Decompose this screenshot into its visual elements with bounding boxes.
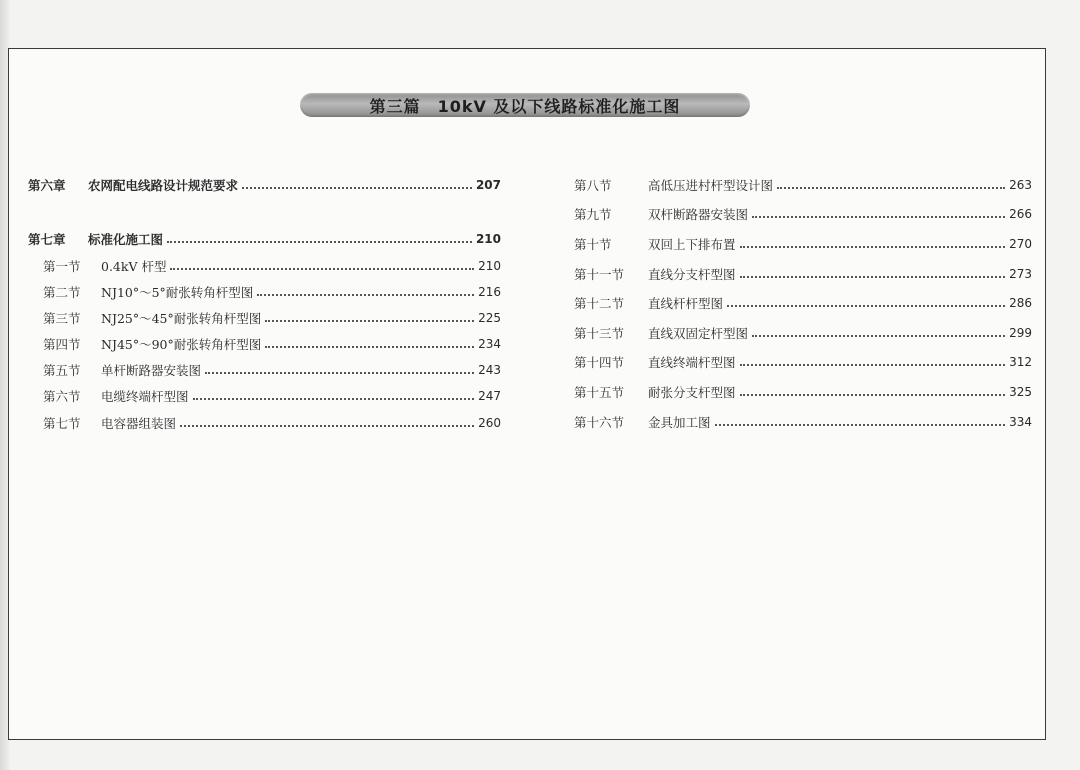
toc-entry-number: 第七节 [43,416,81,431]
toc-page-number: 260 [478,416,501,430]
toc-entry-title: NJ10°～5°耐张转角杆型图 [101,285,254,300]
dot-leader [265,346,474,348]
toc-section-entry[interactable] [574,264,1032,284]
toc-page-number: 325 [1009,385,1032,399]
toc-section-entry[interactable] [574,352,1032,372]
toc-entry-title: NJ45°～90°耐张转角杆型图 [101,337,262,352]
toc-page-number: 299 [1009,326,1032,340]
toc-entry-number: 第十一节 [574,267,625,282]
toc-section-entry[interactable] [28,308,501,328]
toc-section-entry[interactable] [28,413,501,433]
toc-entry-number: 第十六节 [574,415,625,430]
dot-leader [727,305,1005,307]
toc-section-entry[interactable] [28,334,501,354]
toc-entry-title: 单杆断路器安装图 [101,363,202,378]
toc-section-entry[interactable] [28,360,501,380]
dot-leader [167,241,472,243]
toc-section-entry[interactable] [574,175,1032,195]
dot-leader [265,320,474,322]
toc-entry-title: 直线分支杆型图 [648,267,736,282]
toc-entry-number: 第十五节 [574,385,625,400]
toc-entry-title: 直线双固定杆型图 [648,326,749,341]
toc-page-number: 266 [1009,207,1032,221]
toc-section-entry[interactable] [28,256,501,276]
toc-entry-title: NJ25°～45°耐张转角杆型图 [101,311,262,326]
dot-leader [777,187,1005,189]
dot-leader [740,276,1006,278]
toc-page-number: 247 [478,389,501,403]
toc-entry-number: 第十四节 [574,355,625,370]
toc-page-number: 225 [478,311,501,325]
dot-leader [170,268,474,270]
dot-leader [740,364,1006,366]
toc-entry-number: 第八节 [574,178,612,193]
toc-entry-number: 第四节 [43,337,81,352]
toc-entry-title: 双杆断路器安装图 [648,207,749,222]
toc-page-number: 263 [1009,178,1032,192]
toc-section-entry[interactable] [574,382,1032,402]
toc-section-entry[interactable] [28,282,501,302]
toc-entry-number: 第十二节 [574,296,625,311]
toc-entry-number: 第九节 [574,207,612,222]
toc-section-entry[interactable] [574,234,1032,254]
toc-page-number: 312 [1009,355,1032,369]
toc-page-number: 210 [478,259,501,273]
toc-entry-number: 第十节 [574,237,612,252]
dot-leader [740,394,1006,396]
toc-entry-number: 第六章 [28,178,66,193]
toc-entry-title: 直线杆杆型图 [648,296,724,311]
toc-entry-title: 农网配电线路设计规范要求 [88,178,239,193]
toc-entry-number: 第十三节 [574,326,625,341]
dot-leader [257,294,474,296]
toc-entry-title: 电缆终端杆型图 [101,389,189,404]
dot-leader [715,424,1006,426]
toc-entry-number: 第七章 [28,232,66,247]
part-title-banner [300,93,750,117]
dot-leader [242,187,472,189]
dot-leader [752,216,1005,218]
toc-section-entry[interactable] [574,323,1032,343]
toc-entry-title: 金具加工图 [648,415,711,430]
toc-entry-number: 第二节 [43,285,81,300]
toc-entry-number: 第三节 [43,311,81,326]
toc-entry-title: 耐张分支杆型图 [648,385,736,400]
toc-chapter-entry[interactable] [28,175,501,195]
toc-entry-title: 直线终端杆型图 [648,355,736,370]
toc-page-number: 334 [1009,415,1032,429]
dot-leader [752,335,1005,337]
toc-page-number: 273 [1009,267,1032,281]
toc-entry-title: 0.4kV 杆型 [101,259,167,274]
dot-leader [205,372,474,374]
toc-entry-title: 电容器组装图 [101,416,177,431]
toc-entry-number: 第六节 [43,389,81,404]
toc-section-entry[interactable] [574,204,1032,224]
toc-page-number: 216 [478,285,501,299]
toc-page-number: 234 [478,337,501,351]
part-title: 第三篇 10kV 及以下线路标准化施工图 [369,96,681,116]
dot-leader [180,425,474,427]
toc-page-number: 286 [1009,296,1032,310]
toc-entry-title: 高低压进村杆型设计图 [648,178,774,193]
dot-leader [740,246,1006,248]
toc-entry-number: 第一节 [43,259,81,274]
toc-section-entry[interactable] [28,386,501,406]
dot-leader [193,398,475,400]
toc-entry-title: 标准化施工图 [88,232,164,247]
toc-page-number: 207 [475,178,501,192]
toc-chapter-entry[interactable] [28,229,501,249]
toc-section-entry[interactable] [574,412,1032,432]
toc-page-number: 210 [475,232,501,246]
toc-page-number: 270 [1009,237,1032,251]
toc-section-entry[interactable] [574,293,1032,313]
toc-entry-number: 第五节 [43,363,81,378]
toc-page-number: 243 [478,363,501,377]
toc-entry-title: 双回上下排布置 [648,237,736,252]
